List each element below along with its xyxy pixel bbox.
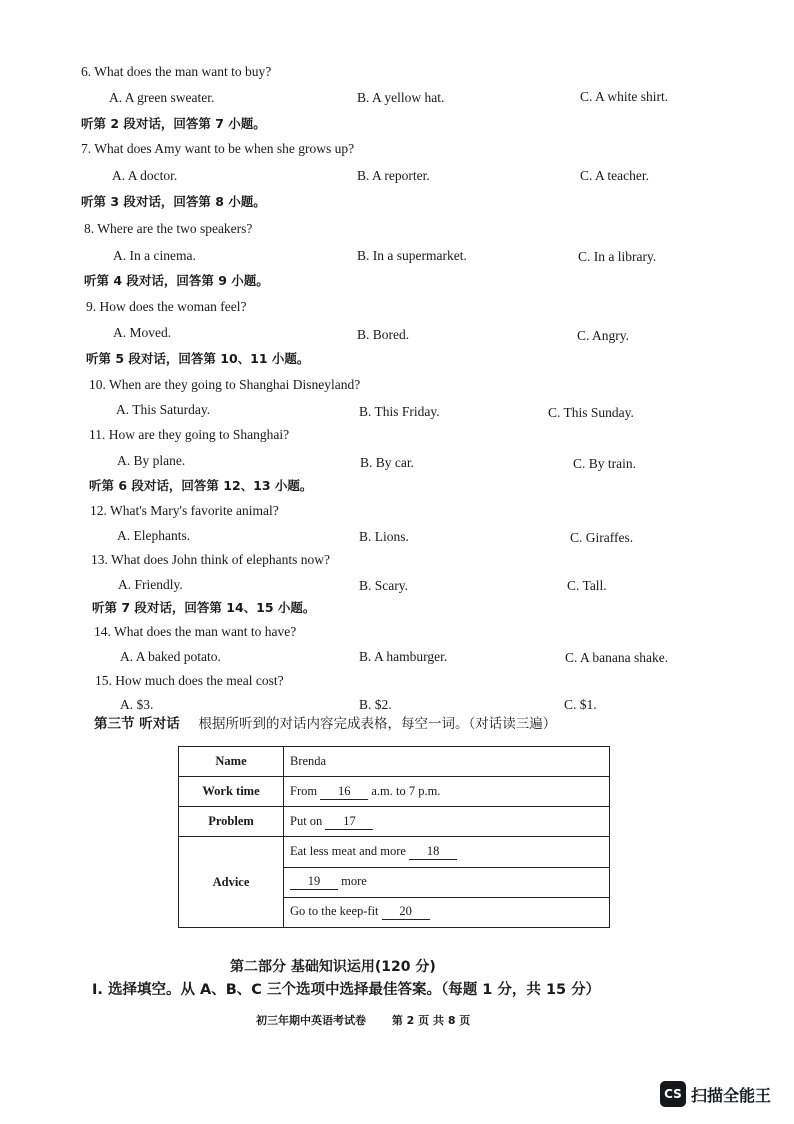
option-7b: B. A reporter. bbox=[357, 168, 430, 183]
option-11a: A. By plane. bbox=[117, 453, 186, 468]
instruction-dialog-5: 听第 5 段对话，回答第 10、11 小题。 bbox=[86, 351, 310, 366]
option-13a: A. Friendly. bbox=[118, 577, 183, 592]
question-14: 14. What does the man want to have? bbox=[94, 624, 297, 639]
instruction-dialog-6: 听第 6 段对话，回答第 12、13 小题。 bbox=[89, 478, 313, 493]
option-8a: A. In a cinema. bbox=[113, 248, 196, 263]
advice1-prefix: Eat less meat and more bbox=[290, 844, 406, 859]
page-footer bbox=[256, 1012, 492, 1028]
question-13: 13. What does John think of elephants now? bbox=[91, 552, 330, 567]
option-6b: B. A yellow hat. bbox=[357, 90, 445, 105]
option-13c: C. Tall. bbox=[567, 578, 607, 593]
question-6: 6. What does the man want to buy? bbox=[81, 64, 272, 79]
option-7c: C. A teacher. bbox=[580, 168, 649, 183]
option-10a: A. This Saturday. bbox=[116, 402, 211, 417]
question-8: 8. Where are the two speakers? bbox=[84, 221, 253, 236]
option-9b: B. Bored. bbox=[357, 327, 410, 342]
instruction-dialog-3: 听第 3 段对话，回答第 8 小题。 bbox=[81, 194, 266, 209]
camscanner-watermark bbox=[660, 1081, 771, 1107]
blank-18[interactable]: 18 bbox=[409, 844, 457, 860]
option-10b: B. This Friday. bbox=[359, 404, 440, 419]
question-12: 12. What's Mary's favorite animal? bbox=[90, 503, 279, 518]
option-12a: A. Elephants. bbox=[117, 528, 191, 543]
advice-cell-3 bbox=[284, 897, 610, 927]
name-value: Brenda bbox=[284, 747, 610, 777]
option-14b: B. A hamburger. bbox=[359, 649, 448, 664]
option-15a: A. $3. bbox=[120, 697, 154, 712]
option-14a: A. A baked potato. bbox=[120, 649, 221, 664]
option-7a: A. A doctor. bbox=[112, 168, 178, 183]
table-row bbox=[179, 777, 610, 807]
option-10c: C. This Sunday. bbox=[548, 405, 634, 420]
instruction-dialog-4: 听第 4 段对话，回答第 9 小题。 bbox=[84, 273, 269, 288]
option-12b: B. Lions. bbox=[359, 529, 409, 544]
work-suffix: a.m. to 7 p.m. bbox=[371, 783, 441, 798]
question-7: 7. What does Amy want to be when she grows up? bbox=[81, 141, 355, 156]
instruction-dialog-7: 听第 7 段对话，回答第 14、15 小题。 bbox=[92, 600, 316, 615]
question-10: 10. When are they going to Shanghai Disneyland? bbox=[89, 377, 361, 392]
option-6a: A. A green sweater. bbox=[109, 90, 215, 105]
blank-19[interactable]: 19 bbox=[290, 874, 338, 890]
option-9a: A. Moved. bbox=[113, 325, 172, 340]
problem-cell bbox=[284, 807, 610, 837]
option-12c: C. Giraffes. bbox=[570, 530, 634, 545]
problem-prefix: Put on bbox=[290, 813, 323, 828]
work-prefix: From bbox=[290, 783, 318, 798]
table-row bbox=[179, 807, 610, 837]
blank-20[interactable]: 20 bbox=[382, 904, 430, 920]
advice-label: Advice bbox=[179, 837, 284, 928]
instruction-dialog-2: 听第 2 段对话，回答第 7 小题。 bbox=[81, 116, 266, 131]
option-11c: C. By train. bbox=[573, 456, 636, 471]
camscanner-logo-icon: CS bbox=[660, 1081, 686, 1107]
option-13b: B. Scary. bbox=[359, 578, 408, 593]
option-8c: C. In a library. bbox=[578, 249, 657, 264]
answer-table bbox=[178, 746, 610, 928]
part-2-title: 第二部分 基础知识运用(120 分) bbox=[230, 959, 436, 975]
question-9: 9. How does the woman feel? bbox=[86, 299, 247, 314]
footer-page-number: 第 2 页 共 8 页 bbox=[391, 1014, 471, 1027]
option-15c: C. $1. bbox=[564, 697, 597, 712]
option-14c: C. A banana shake. bbox=[565, 650, 669, 665]
name-label: Name bbox=[179, 747, 284, 777]
work-time-cell bbox=[284, 777, 610, 807]
blank-16[interactable]: 16 bbox=[320, 784, 368, 800]
advice2-suffix: more bbox=[341, 874, 367, 889]
section-3-instruction: 根据所听到的对话内容完成表格，每空一词。（对话读三遍） bbox=[198, 716, 557, 732]
section-3-title: 第三节 听对话 bbox=[94, 716, 180, 732]
option-9c: C. Angry. bbox=[577, 328, 630, 343]
problem-label: Problem bbox=[179, 807, 284, 837]
option-6c: C. A white shirt. bbox=[580, 89, 669, 104]
advice3-prefix: Go to the keep-fit bbox=[290, 904, 379, 919]
advice-cell-1 bbox=[284, 837, 610, 867]
option-8b: B. In a supermarket. bbox=[357, 248, 467, 263]
camscanner-label: 扫描全能王 bbox=[691, 1085, 772, 1105]
work-time-label: Work time bbox=[179, 777, 284, 807]
table-row bbox=[179, 837, 610, 867]
footer-exam-name: 初三年期中英语考试卷 bbox=[256, 1014, 366, 1027]
section-1-instruction: I. 选择填空。从 A、B、C 三个选项中选择最佳答案。（每题 1 分，共 15 分） bbox=[92, 982, 601, 998]
table-row bbox=[179, 747, 610, 777]
question-15: 15. How much does the meal cost? bbox=[95, 673, 284, 688]
advice-cell-2 bbox=[284, 867, 610, 897]
option-15b: B. $2. bbox=[359, 697, 392, 712]
blank-17[interactable]: 17 bbox=[325, 814, 373, 830]
section-3-heading bbox=[94, 712, 556, 732]
question-11: 11. How are they going to Shanghai? bbox=[89, 427, 290, 442]
option-11b: B. By car. bbox=[360, 455, 414, 470]
